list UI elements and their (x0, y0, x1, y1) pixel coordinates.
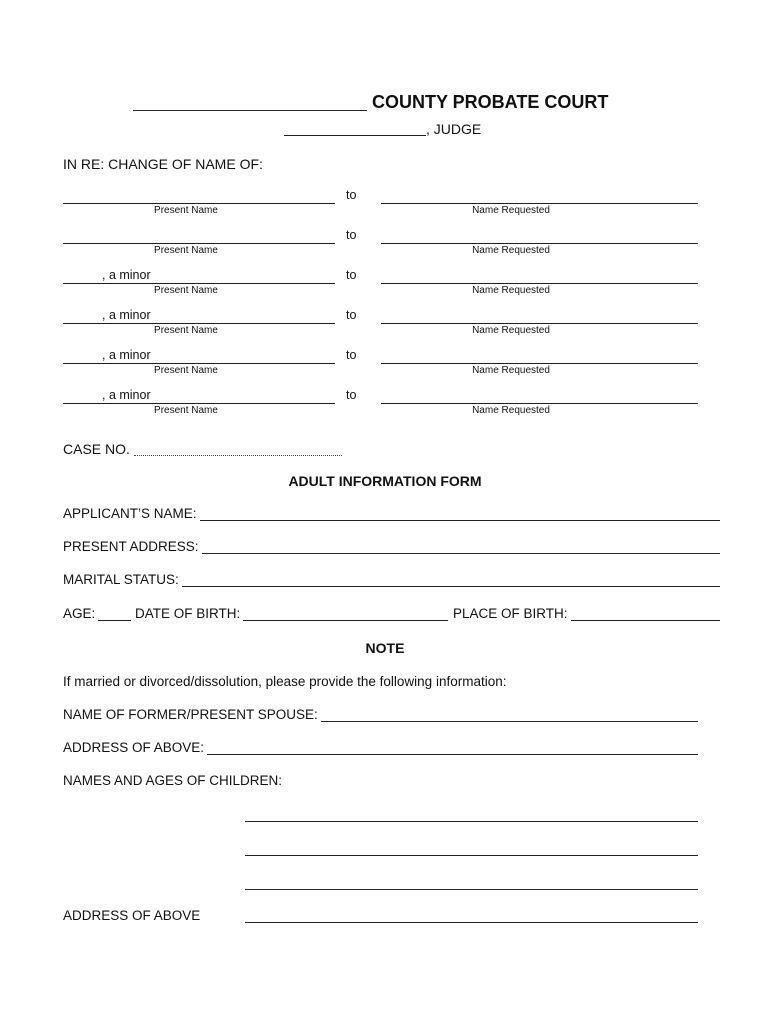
age-field[interactable] (63, 606, 131, 621)
spouse-address-label: ADDRESS OF ABOVE: (63, 740, 205, 755)
spouse-address-field[interactable] (63, 740, 698, 755)
spouse-address-line[interactable] (207, 740, 698, 755)
present-name-caption: Present Name (154, 245, 218, 256)
name-requested-line[interactable] (381, 203, 698, 204)
minor-label: , a minor (102, 268, 335, 284)
children-line-3[interactable] (245, 889, 698, 890)
present-name-caption: Present Name (154, 205, 218, 216)
present-name-line[interactable] (63, 203, 335, 204)
to-word: to (346, 308, 357, 322)
to-word: to (346, 188, 357, 202)
name-requested-line[interactable] (381, 323, 698, 324)
minor-name-line[interactable] (63, 323, 102, 324)
county-name-line[interactable] (133, 110, 367, 111)
marital-status-field[interactable] (63, 572, 720, 587)
place-of-birth-label: PLACE OF BIRTH: (453, 606, 568, 621)
present-name-caption: Present Name (154, 405, 218, 416)
minor-label: , a minor (102, 348, 335, 364)
to-word: to (346, 388, 357, 402)
form-title: ADULT INFORMATION FORM (288, 473, 482, 489)
spouse-name-field[interactable] (63, 707, 698, 722)
children-label: NAMES AND AGES OF CHILDREN: (63, 773, 283, 788)
applicant-name-line[interactable] (200, 506, 720, 521)
name-requested-line[interactable] (381, 363, 698, 364)
minor-label: , a minor (102, 308, 335, 324)
name-requested-caption: Name Requested (472, 285, 550, 296)
minor-name-line[interactable] (63, 403, 102, 404)
present-name-caption: Present Name (154, 365, 218, 376)
date-of-birth-label: DATE OF BIRTH: (135, 606, 241, 621)
present-name-caption: Present Name (154, 325, 218, 336)
name-requested-caption: Name Requested (472, 245, 550, 256)
place-of-birth-line[interactable] (571, 606, 720, 621)
name-requested-caption: Name Requested (472, 325, 550, 336)
minor-label: , a minor (102, 388, 335, 404)
marital-status-line[interactable] (182, 572, 720, 587)
age-label: AGE: (63, 606, 96, 621)
place-of-birth-field[interactable] (453, 606, 720, 621)
judge-name-line[interactable] (284, 135, 426, 136)
date-of-birth-field[interactable] (135, 606, 448, 621)
name-requested-line[interactable] (381, 283, 698, 284)
present-name-line[interactable] (63, 243, 335, 244)
age-line[interactable] (98, 606, 131, 621)
marital-status-label: MARITAL STATUS: (63, 572, 179, 587)
children-line-1[interactable] (245, 821, 698, 822)
present-address-line[interactable] (202, 539, 720, 554)
date-of-birth-line[interactable] (243, 606, 448, 621)
note-text: If married or divorced/dissolution, please provide the following information: (63, 674, 507, 689)
name-requested-line[interactable] (381, 243, 698, 244)
to-word: to (346, 268, 357, 282)
to-word: to (346, 348, 357, 362)
court-title: COUNTY PROBATE COURT (372, 92, 609, 112)
note-title: NOTE (365, 640, 405, 656)
minor-name-line[interactable] (63, 283, 102, 284)
name-requested-line[interactable] (381, 403, 698, 404)
present-name-caption: Present Name (154, 285, 218, 296)
children-address-label: ADDRESS OF ABOVE (63, 908, 201, 923)
spouse-name-line[interactable] (321, 707, 698, 722)
present-address-label: PRESENT ADDRESS: (63, 539, 199, 554)
children-line-2[interactable] (245, 855, 698, 856)
applicant-name-label: APPLICANT’S NAME: (63, 506, 197, 521)
case-no-label: CASE NO. (63, 441, 130, 457)
children-address-line[interactable] (245, 922, 698, 923)
judge-label: , JUDGE (426, 121, 482, 137)
to-word: to (346, 228, 357, 242)
case-no-line[interactable] (134, 455, 342, 456)
name-requested-caption: Name Requested (472, 405, 550, 416)
name-requested-caption: Name Requested (472, 205, 550, 216)
minor-name-line[interactable] (63, 363, 102, 364)
spouse-name-label: NAME OF FORMER/PRESENT SPOUSE: (63, 707, 318, 722)
applicant-name-field[interactable] (63, 506, 720, 521)
present-address-field[interactable] (63, 539, 720, 554)
name-requested-caption: Name Requested (472, 365, 550, 376)
in-re-heading: IN RE: CHANGE OF NAME OF: (63, 156, 263, 172)
